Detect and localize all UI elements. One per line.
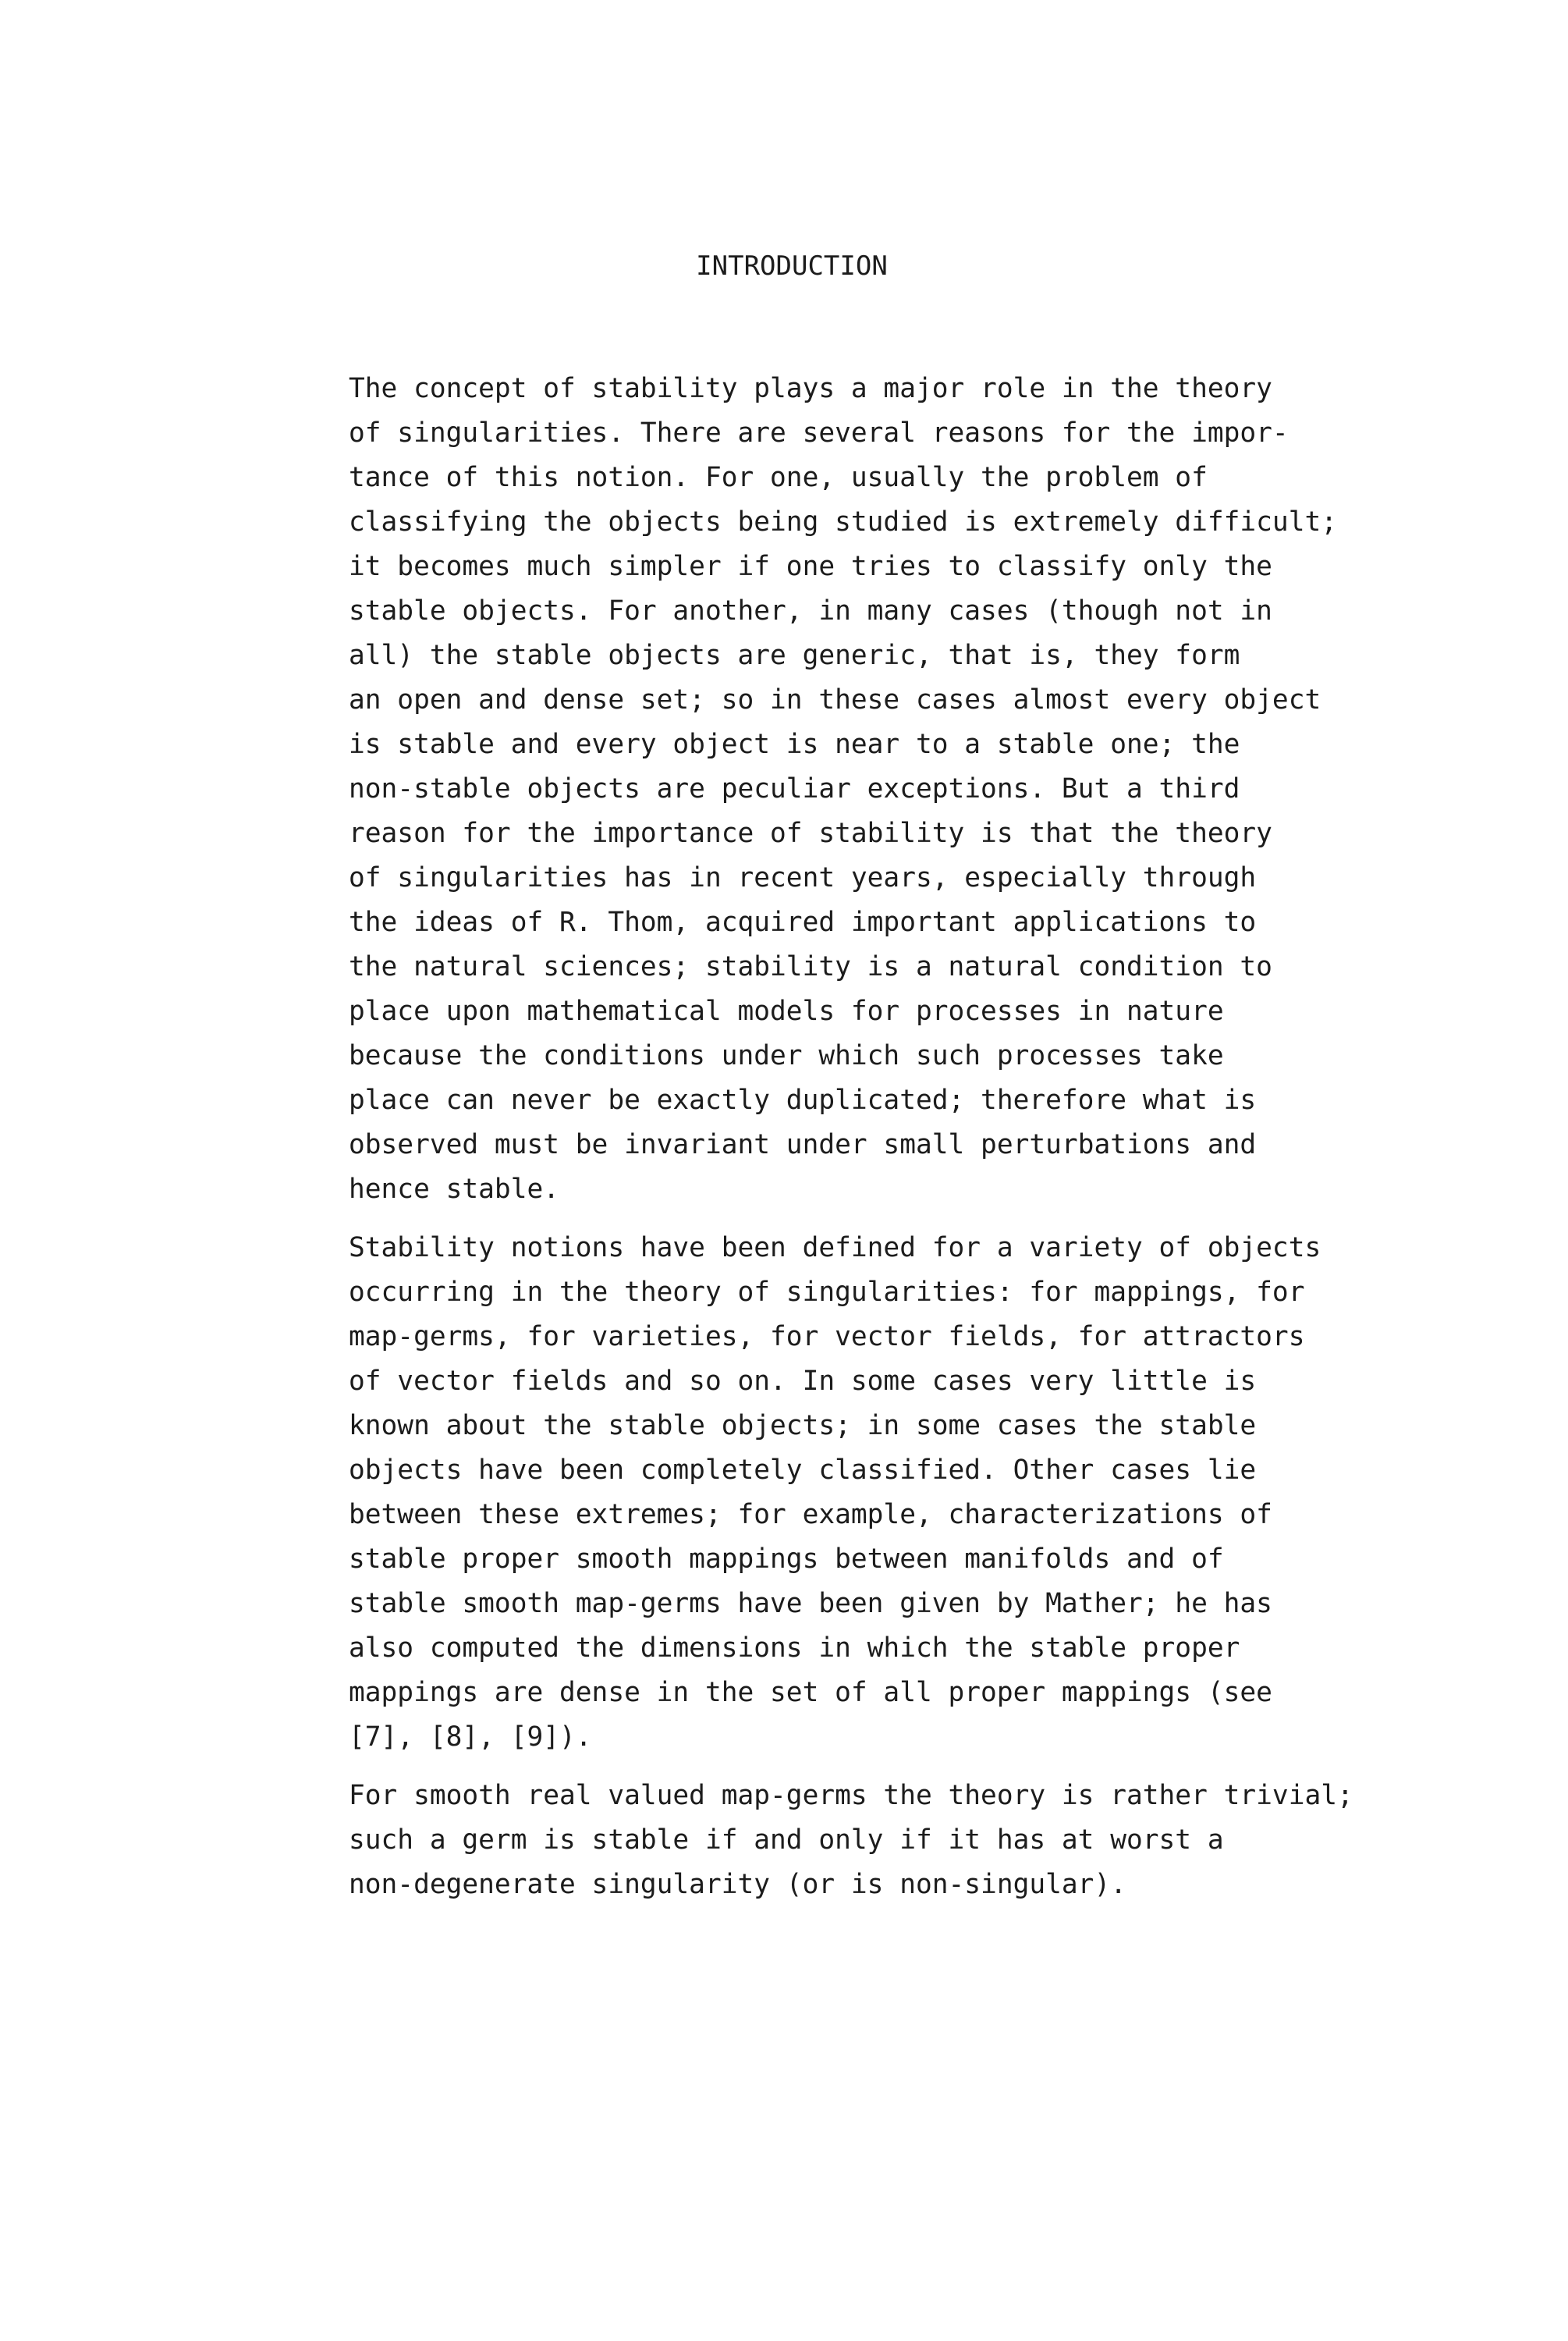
text-line: objects have been completely classified. Other cases lie [349,1455,1257,1486]
paragraph-3 [349,1774,1456,1907]
title-text: INTRODUCTION [696,250,888,282]
text-line: stable objects. For another, in many cases (though not in [349,595,1272,627]
text-line: tance of this notion. For one, usually the problem of [349,462,1208,493]
text-line: stable smooth map-germs have been given by Mather; he has [349,1588,1272,1619]
text-line: non-degenerate singularity (or is non-singular). [349,1869,1126,1900]
text-line: of singularities. There are several reasons for the impor- [349,417,1289,449]
text-line: [7], [8], [9]). [349,1721,592,1753]
text-line: mappings are dense in the set of all proper mappings (see [349,1677,1272,1708]
paragraph-2 [349,1226,1456,1760]
text-line: such a germ is stable if and only if it has at worst a [349,1824,1224,1856]
paragraph-1 [349,367,1456,1212]
text-line: map-germs, for varieties, for vector fields, for attractors [349,1321,1305,1352]
page-title [0,248,1568,284]
text-line: of vector fields and so on. In some cases very little is [349,1366,1257,1397]
text-line: classifying the objects being studied is extremely difficult; [349,506,1338,538]
text-line: it becomes much simpler if one tries to classify only the [349,551,1272,582]
text-line: place can never be exactly duplicated; therefore what is [349,1085,1257,1116]
text-line: is stable and every object is near to a stable one; the [349,729,1240,760]
text-line: Stability notions have been defined for a variety of objects [349,1232,1321,1263]
text-line: The concept of stability plays a major role in the theory [349,373,1272,404]
text-line: all) the stable objects are generic, that is, they form [349,640,1240,671]
text-line: also computed the dimensions in which the stable proper [349,1632,1240,1664]
text-line: known about the stable objects; in some cases the stable [349,1410,1257,1441]
text-line: an open and dense set; so in these cases almost every object [349,684,1321,716]
text-line: stable proper smooth mappings between manifolds and of [349,1543,1224,1575]
text-line: the natural sciences; stability is a natural condition to [349,951,1272,982]
text-line: reason for the importance of stability is that the theory [349,818,1272,849]
text-line: occurring in the theory of singularities: for mappings, for [349,1277,1305,1308]
text-line: observed must be invariant under small perturbations and [349,1129,1257,1160]
text-line: of singularities has in recent years, especially through [349,862,1257,893]
text-line: non-stable objects are peculiar exceptions. But a third [349,773,1240,805]
text-line: the ideas of R. Thom, acquired important applications to [349,907,1257,938]
text-line: For smooth real valued map-germs the theory is rather trivial; [349,1780,1353,1811]
text-line: between these extremes; for example, characterizations of [349,1499,1272,1530]
text-line: hence stable. [349,1174,560,1205]
text-line: place upon mathematical models for processes in nature [349,996,1224,1027]
text-line: because the conditions under which such processes take [349,1040,1224,1071]
body-text [349,367,1456,1921]
